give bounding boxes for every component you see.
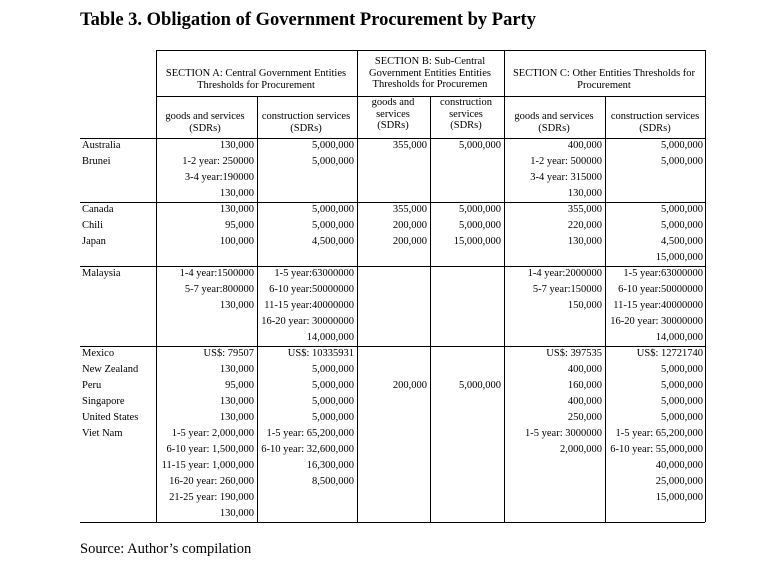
table-cell: 130,000 [219,300,254,311]
table-cell: 5,000,000 [312,220,354,231]
column-divider [257,96,258,522]
table-cell: 5-7 year:800000 [184,284,254,295]
column-divider [605,96,606,522]
table-cell: 3-4 year:190000 [184,172,254,183]
table-cell: 5,000,000 [312,396,354,407]
table-cell: 250,000 [567,412,602,423]
header-section-a: SECTION A: Central Government Entities [165,68,347,79]
header-section-c: SECTION C: Other Entities Thresholds for [512,68,696,79]
table-cell: 220,000 [567,220,602,231]
party-name: Chili [82,220,104,231]
table-cell: US$: 10335931 [287,348,354,359]
table-cell: 100,000 [219,236,254,247]
party-name: United States [82,412,139,423]
table-cell: 14,000,000 [306,332,354,343]
table-cell: 5,000,000 [661,380,703,391]
table-cell: 1-5 year: 65,200,000 [615,428,703,439]
column-divider [705,50,706,522]
header-c-goods: (SDRs) [538,122,570,134]
table-cell: 1-2 year: 500000 [530,156,602,167]
table-cell: 15,000,000 [655,492,703,503]
table-cell: 150,000 [567,300,602,311]
table-cell: US$: 12721740 [636,348,703,359]
party-name: Japan [82,236,106,247]
header-c-construction: (SDRs) [639,122,671,134]
table-cell: 5,000,000 [459,140,501,151]
table-cell: 355,000 [567,204,602,215]
header-a-construction: (SDRs) [290,122,322,134]
table-cell: 5,000,000 [661,204,703,215]
table-cell: 5,000,000 [661,140,703,151]
table-cell: 5,000,000 [312,380,354,391]
header-a-construction: construction services [261,111,351,122]
table-cell: 15,000,000 [655,252,703,263]
table-cell: 400,000 [567,140,602,151]
header-b-construction: services [449,108,483,120]
party-name: Viet Nam [82,428,123,439]
table-cell: 11-15 year: 1,000,000 [161,460,254,471]
party-name: Malaysia [82,268,121,279]
header-b-construction: (SDRs) [450,120,482,131]
table-cell: 1-5 year:63000000 [274,268,354,279]
header-a-goods: (SDRs) [189,122,221,134]
table-cell: 16-20 year: 260,000 [169,476,254,487]
header-section-b: Thresholds for Procuremen [372,79,488,90]
row-divider [80,346,705,347]
table-cell: 5,000,000 [312,204,354,215]
row-divider [80,522,705,523]
table-cell: 8,500,000 [312,476,354,487]
row-divider [156,50,705,51]
party-name: Australia [82,140,121,151]
table-cell: 95,000 [225,220,254,231]
source-note: Source: Author’s compilation [80,541,252,557]
column-divider [504,50,505,522]
table-cell: US$: 397535 [546,348,602,359]
table-cell: 4,500,000 [661,236,703,247]
table-cell: 355,000 [392,140,427,151]
table-cell: 6-10 year: 1,500,000 [166,444,254,455]
table-cell: US$: 79507 [203,348,254,359]
header-a-goods: goods and services [165,111,245,122]
table-cell: 5,000,000 [459,380,501,391]
table-cell: 400,000 [567,396,602,407]
table-cell: 130,000 [219,140,254,151]
table-cell: 200,000 [392,220,427,231]
table-cell: 14,000,000 [655,332,703,343]
table-cell: 400,000 [567,364,602,375]
header-b-goods: goods and [371,97,415,108]
table-cell: 130,000 [219,412,254,423]
table-cell: 95,000 [225,380,254,391]
table-cell: 5,000,000 [661,412,703,423]
table-cell: 40,000,000 [655,460,703,471]
party-name: Singapore [82,396,125,407]
table-cell: 5,000,000 [459,220,501,231]
header-section-b: Government Entities Entities [369,67,491,79]
party-name: New Zealand [82,364,139,375]
header-c-goods: goods and services [514,111,594,122]
table-cell: 11-15 year:40000000 [613,300,703,311]
table-cell: 5,000,000 [312,140,354,151]
table-cell: 5,000,000 [312,412,354,423]
table-cell: 200,000 [392,380,427,391]
table-cell: 1-4 year:1500000 [179,268,254,279]
table-cell: 5,000,000 [312,156,354,167]
party-name: Peru [82,380,102,391]
table-cell: 130,000 [219,396,254,407]
table-cell: 1-5 year:63000000 [623,268,703,279]
table-cell: 6-10 year: 32,600,000 [261,444,354,455]
table-cell: 5,000,000 [661,364,703,375]
table-cell: 130,000 [219,204,254,215]
table-cell: 15,000,000 [453,236,501,247]
header-b-construction: construction [440,97,492,108]
table-cell: 16,300,000 [306,460,354,471]
table-cell: 130,000 [219,364,254,375]
table-cell: 5-7 year:150000 [532,284,602,295]
table-cell: 200,000 [392,236,427,247]
party-name: Mexico [82,348,115,359]
header-section-c: Procurement [577,79,631,91]
table-cell: 1-5 year: 3000000 [525,428,602,439]
party-name: Brunei [82,156,111,167]
table-cell: 25,000,000 [655,476,703,487]
table-cell: 16-20 year: 30000000 [261,316,354,327]
table-title: Table 3. Obligation of Government Procurement by Party [80,10,536,30]
table-cell: 11-15 year:40000000 [264,300,354,311]
table-cell: 130,000 [567,236,602,247]
table-cell: 6-10 year: 55,000,000 [610,444,703,455]
column-divider [357,50,358,522]
header-section-b: SECTION B: Sub-Central [374,56,486,67]
header-b-goods: (SDRs) [377,120,409,131]
table-cell: 355,000 [392,204,427,215]
header-c-construction: construction services [610,111,700,122]
table-cell: 5,000,000 [661,156,703,167]
table-cell: 5,000,000 [459,204,501,215]
table-cell: 130,000 [219,508,254,519]
table-cell: 130,000 [219,188,254,199]
table-cell: 1-4 year:2000000 [527,268,602,279]
table-cell: 6-10 year:50000000 [269,284,354,295]
table-cell: 130,000 [567,188,602,199]
row-divider [80,266,705,267]
table-cell: 6-10 year:50000000 [618,284,703,295]
table-cell: 16-20 year: 30000000 [610,316,703,327]
header-b-goods: services [376,108,410,120]
table-cell: 1-5 year: 2,000,000 [171,428,254,439]
party-name: Canada [82,204,114,215]
table-cell: 21-25 year: 190,000 [169,492,254,503]
table-cell: 160,000 [567,380,602,391]
table-cell: 5,000,000 [312,364,354,375]
table-cell: 5,000,000 [661,396,703,407]
table-cell: 4,500,000 [312,236,354,247]
table-cell: 5,000,000 [661,220,703,231]
table-cell: 1-2 year: 250000 [182,156,254,167]
column-divider [156,50,157,522]
header-section-a: Thresholds for Procurement [197,79,315,91]
table-cell: 1-5 year: 65,200,000 [266,428,354,439]
column-divider [430,96,431,522]
table-cell: 3-4 year: 315000 [530,172,602,183]
table-cell: 2,000,000 [560,444,602,455]
